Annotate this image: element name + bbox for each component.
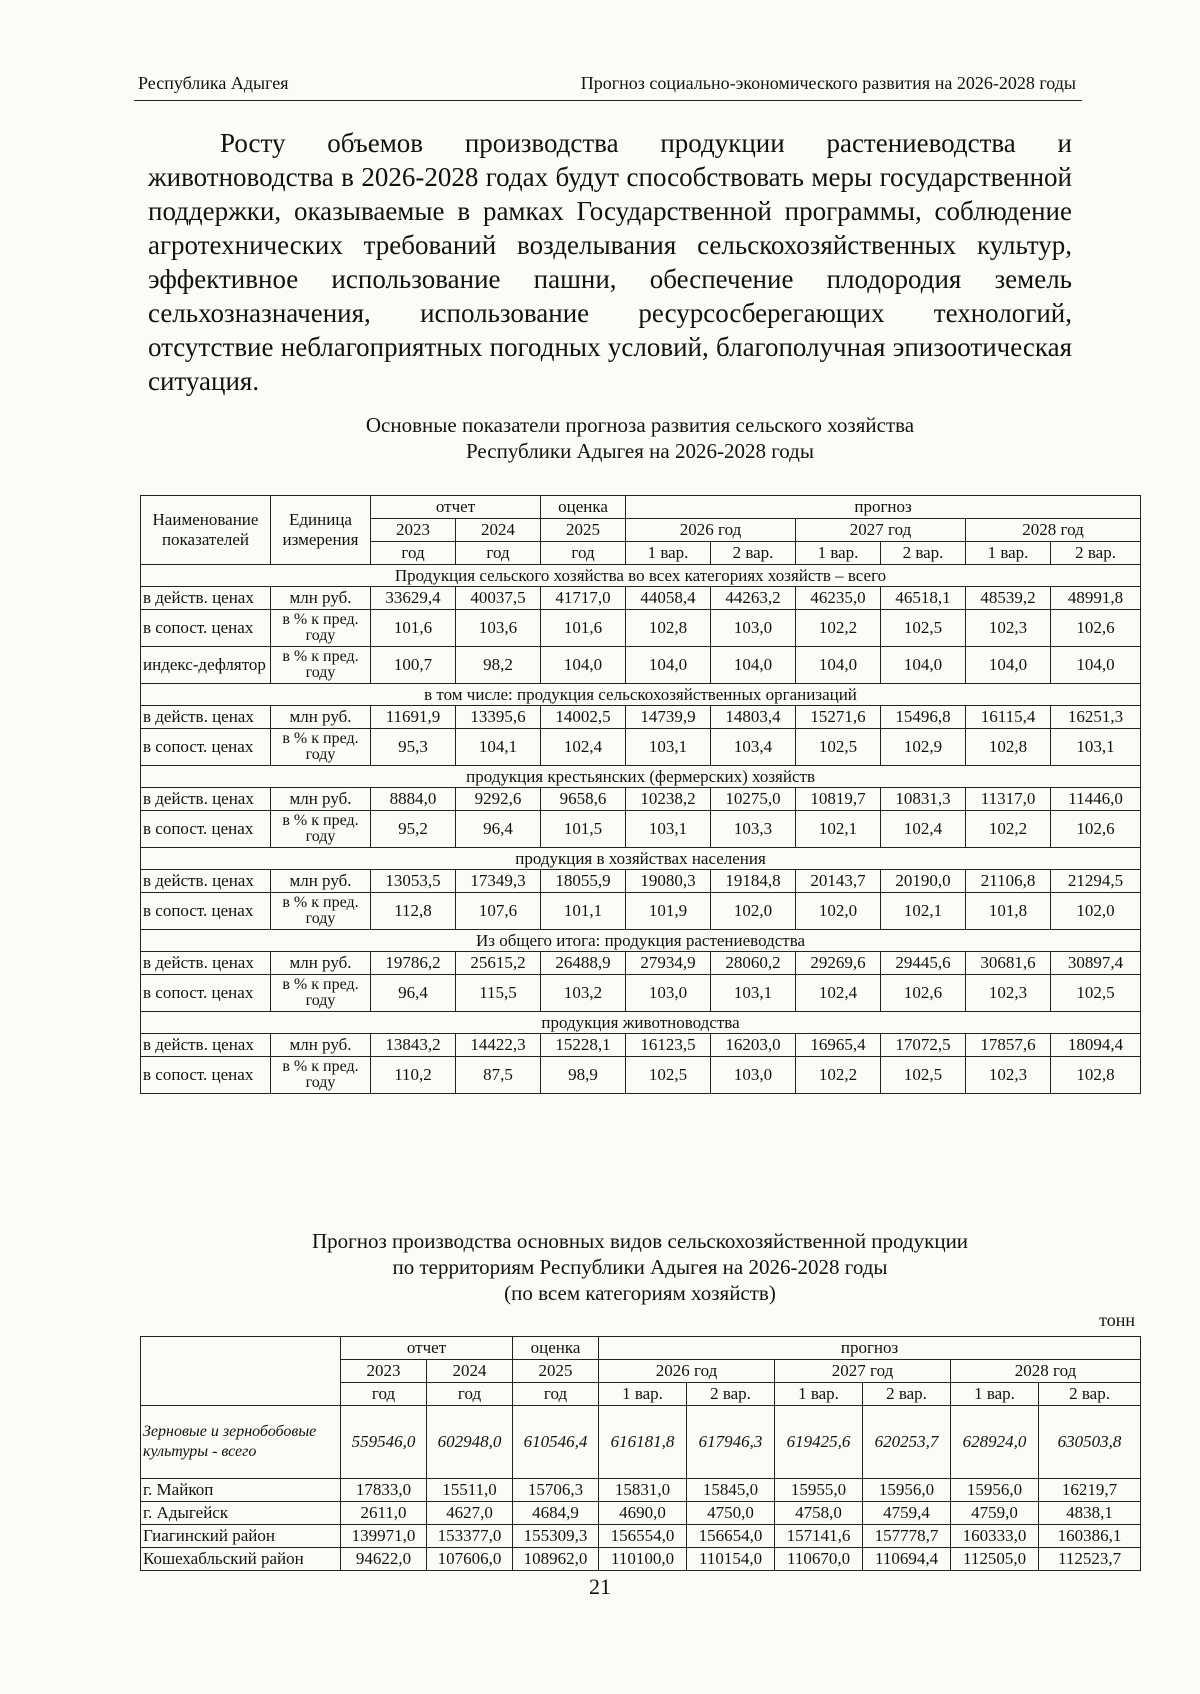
agriculture-indicators-table: [140, 495, 1141, 1094]
row-name: в действ. ценах: [141, 952, 271, 975]
col-head-name: Наименование показателей: [141, 496, 271, 565]
value-cell: 104,0: [626, 647, 711, 684]
value-cell: 16203,0: [711, 1034, 796, 1057]
table1-title-line1: Основные показатели прогноза развития сельского хозяйства: [365, 413, 915, 437]
value-cell: 630503,8: [1039, 1406, 1141, 1479]
row-unit: в % к пред. году: [271, 610, 371, 647]
col-head-god: год: [456, 542, 541, 565]
value-cell: 10238,2: [626, 788, 711, 811]
value-cell: 102,3: [966, 610, 1051, 647]
value-cell: 102,1: [796, 811, 881, 848]
value-cell: 100,7: [371, 647, 456, 684]
row-name: в действ. ценах: [141, 706, 271, 729]
table-row: [141, 893, 1141, 930]
col-head-var1: 1 вар.: [599, 1383, 687, 1406]
col-head-2028: 2028 год: [966, 519, 1141, 542]
section-title: продукция животноводства: [141, 1012, 1141, 1034]
col-head-var2: 2 вар.: [881, 542, 966, 565]
header-region: Республика Адыгея: [138, 73, 289, 93]
value-cell: 110100,0: [599, 1548, 687, 1571]
value-cell: 101,6: [371, 610, 456, 647]
value-cell: 102,3: [966, 1057, 1051, 1094]
col-head-2024: 2024: [427, 1360, 513, 1383]
col-head-2025: 2025: [513, 1360, 599, 1383]
value-cell: 107606,0: [427, 1548, 513, 1571]
value-cell: 18094,4: [1051, 1034, 1141, 1057]
value-cell: 96,4: [456, 811, 541, 848]
value-cell: 16251,3: [1051, 706, 1141, 729]
total-row: [141, 1406, 1141, 1479]
value-cell: 95,2: [371, 811, 456, 848]
value-cell: 160333,0: [951, 1525, 1039, 1548]
col-head-report: отчет: [341, 1337, 513, 1360]
value-cell: 4750,0: [687, 1502, 775, 1525]
value-cell: 616181,8: [599, 1406, 687, 1479]
value-cell: 102,5: [796, 729, 881, 766]
value-cell: 101,5: [541, 811, 626, 848]
value-cell: 14739,9: [626, 706, 711, 729]
row-unit: в % к пред. году: [271, 893, 371, 930]
value-cell: 102,0: [1051, 893, 1141, 930]
row-unit: млн руб.: [271, 952, 371, 975]
value-cell: 98,2: [456, 647, 541, 684]
value-cell: 48991,8: [1051, 587, 1141, 610]
value-cell: 10275,0: [711, 788, 796, 811]
row-name: в сопост. ценах: [141, 975, 271, 1012]
value-cell: 4684,9: [513, 1502, 599, 1525]
value-cell: 17349,3: [456, 870, 541, 893]
section-row: [141, 848, 1141, 870]
value-cell: 96,4: [371, 975, 456, 1012]
table-row: [141, 729, 1141, 766]
value-cell: 104,0: [966, 647, 1051, 684]
value-cell: 4759,4: [863, 1502, 951, 1525]
value-cell: 102,5: [1051, 975, 1141, 1012]
value-cell: 628924,0: [951, 1406, 1039, 1479]
value-cell: 102,8: [966, 729, 1051, 766]
value-cell: 44058,4: [626, 587, 711, 610]
table1-title-line2: Республики Адыгея на 2026-2028 годы: [466, 439, 814, 463]
section-title: Продукция сельского хозяйства во всех категориях хозяйств – всего: [141, 565, 1141, 587]
value-cell: 101,9: [626, 893, 711, 930]
section-title: продукция крестьянских (фермерских) хозяйств: [141, 766, 1141, 788]
value-cell: 559546,0: [341, 1406, 427, 1479]
value-cell: 29445,6: [881, 952, 966, 975]
value-cell: 4627,0: [427, 1502, 513, 1525]
value-cell: 102,5: [881, 610, 966, 647]
value-cell: 102,2: [966, 811, 1051, 848]
value-cell: 102,0: [711, 893, 796, 930]
value-cell: 16965,4: [796, 1034, 881, 1057]
page-number: 21: [589, 1574, 611, 1599]
value-cell: 30897,4: [1051, 952, 1141, 975]
value-cell: 10831,3: [881, 788, 966, 811]
value-cell: 15271,6: [796, 706, 881, 729]
col-head-god: год: [513, 1383, 599, 1406]
value-cell: 620253,7: [863, 1406, 951, 1479]
value-cell: 160386,1: [1039, 1525, 1141, 1548]
section-title: в том числе: продукция сельскохозяйственных организаций: [141, 684, 1141, 706]
header-report-title: Прогноз социально-экономического развития на 2026-2028 годы: [580, 73, 1076, 93]
table-row: [141, 610, 1141, 647]
row-unit: в % к пред. году: [271, 975, 371, 1012]
table2-title-line2: по территориям Республики Адыгея на 2026-2028 годы: [392, 1255, 888, 1279]
row-name: Гиагинский район: [141, 1525, 341, 1548]
value-cell: 48539,2: [966, 587, 1051, 610]
table-row: [141, 1479, 1141, 1502]
row-name: г. Майкоп: [141, 1479, 341, 1502]
value-cell: 14422,3: [456, 1034, 541, 1057]
value-cell: 107,6: [456, 893, 541, 930]
value-cell: 16219,7: [1039, 1479, 1141, 1502]
table2-title-line1: Прогноз производства основных видов сельскохозяйственной продукции: [311, 1229, 969, 1253]
value-cell: 11446,0: [1051, 788, 1141, 811]
section-title: продукция в хозяйствах населения: [141, 848, 1141, 870]
col-head-var1: 1 вар.: [626, 542, 711, 565]
value-cell: 102,6: [1051, 610, 1141, 647]
unit-note: тонн: [1099, 1310, 1135, 1330]
value-cell: 103,4: [711, 729, 796, 766]
col-head-2025: 2025: [541, 519, 626, 542]
value-cell: 14002,5: [541, 706, 626, 729]
value-cell: 110670,0: [775, 1548, 863, 1571]
value-cell: 102,5: [626, 1057, 711, 1094]
row-unit: в % к пред. году: [271, 811, 371, 848]
value-cell: 103,0: [626, 975, 711, 1012]
table-row: [141, 1034, 1141, 1057]
table2-title-line3: (по всем категориям хозяйств): [504, 1281, 776, 1305]
value-cell: 102,5: [881, 1057, 966, 1094]
value-cell: 20143,7: [796, 870, 881, 893]
running-header: [134, 70, 1082, 101]
col-head-var1: 1 вар.: [966, 542, 1051, 565]
col-head-var2: 2 вар.: [711, 542, 796, 565]
col-head-2023: 2023: [341, 1360, 427, 1383]
value-cell: 21294,5: [1051, 870, 1141, 893]
value-cell: 10819,7: [796, 788, 881, 811]
value-cell: 104,0: [881, 647, 966, 684]
value-cell: 11691,9: [371, 706, 456, 729]
row-name: в действ. ценах: [141, 587, 271, 610]
col-head-empty: [141, 1337, 341, 1406]
value-cell: 155309,3: [513, 1525, 599, 1548]
section-row: [141, 565, 1141, 587]
value-cell: 46518,1: [881, 587, 966, 610]
value-cell: 110,2: [371, 1057, 456, 1094]
value-cell: 15228,1: [541, 1034, 626, 1057]
value-cell: 14803,4: [711, 706, 796, 729]
value-cell: 18055,9: [541, 870, 626, 893]
col-head-2026: 2026 год: [626, 519, 796, 542]
intro-paragraph: [148, 126, 1072, 398]
value-cell: 103,1: [711, 975, 796, 1012]
value-cell: 87,5: [456, 1057, 541, 1094]
row-unit: млн руб.: [271, 788, 371, 811]
col-head-var1: 1 вар.: [796, 542, 881, 565]
value-cell: 110694,4: [863, 1548, 951, 1571]
value-cell: 19184,8: [711, 870, 796, 893]
value-cell: 13395,6: [456, 706, 541, 729]
value-cell: 15706,3: [513, 1479, 599, 1502]
col-head-2024: 2024: [456, 519, 541, 542]
table-row: [141, 1548, 1141, 1571]
row-name: Кошехабльский район: [141, 1548, 341, 1571]
value-cell: 102,4: [541, 729, 626, 766]
row-name: в сопост. ценах: [141, 729, 271, 766]
value-cell: 108962,0: [513, 1548, 599, 1571]
col-head-report: отчет: [371, 496, 541, 519]
value-cell: 13053,5: [371, 870, 456, 893]
value-cell: 102,1: [881, 893, 966, 930]
value-cell: 102,8: [626, 610, 711, 647]
table-row: [141, 811, 1141, 848]
value-cell: 9292,6: [456, 788, 541, 811]
table-row: [141, 975, 1141, 1012]
value-cell: 11317,0: [966, 788, 1051, 811]
value-cell: 115,5: [456, 975, 541, 1012]
row-name: в сопост. ценах: [141, 1057, 271, 1094]
value-cell: 112505,0: [951, 1548, 1039, 1571]
section-row: [141, 930, 1141, 952]
value-cell: 13843,2: [371, 1034, 456, 1057]
row-unit: млн руб.: [271, 1034, 371, 1057]
value-cell: 102,6: [1051, 811, 1141, 848]
value-cell: 15496,8: [881, 706, 966, 729]
row-unit: млн руб.: [271, 706, 371, 729]
value-cell: 103,3: [711, 811, 796, 848]
value-cell: 103,0: [711, 610, 796, 647]
value-cell: 17072,5: [881, 1034, 966, 1057]
territory-production-table: [140, 1336, 1141, 1571]
value-cell: 103,0: [711, 1057, 796, 1094]
col-head-god: год: [341, 1383, 427, 1406]
col-head-estimate: оценка: [541, 496, 626, 519]
table-row: [141, 706, 1141, 729]
value-cell: 9658,6: [541, 788, 626, 811]
row-name: Зерновые и зернобобовые культуры - всего: [141, 1406, 341, 1479]
value-cell: 112,8: [371, 893, 456, 930]
value-cell: 94622,0: [341, 1548, 427, 1571]
value-cell: 102,2: [796, 610, 881, 647]
value-cell: 101,8: [966, 893, 1051, 930]
value-cell: 102,4: [796, 975, 881, 1012]
value-cell: 15845,0: [687, 1479, 775, 1502]
value-cell: 104,0: [711, 647, 796, 684]
value-cell: 16123,5: [626, 1034, 711, 1057]
row-unit: в % к пред. году: [271, 729, 371, 766]
table1-title: [140, 412, 1140, 464]
row-unit: млн руб.: [271, 870, 371, 893]
value-cell: 4758,0: [775, 1502, 863, 1525]
value-cell: 104,0: [1051, 647, 1141, 684]
table-row: [141, 952, 1141, 975]
col-head-god: год: [541, 542, 626, 565]
value-cell: 8884,0: [371, 788, 456, 811]
section-row: [141, 684, 1141, 706]
value-cell: 46235,0: [796, 587, 881, 610]
col-head-var1: 1 вар.: [951, 1383, 1039, 1406]
table-row: [141, 788, 1141, 811]
value-cell: 17857,6: [966, 1034, 1051, 1057]
value-cell: 610546,4: [513, 1406, 599, 1479]
row-name: г. Адыгейск: [141, 1502, 341, 1525]
value-cell: 103,1: [626, 729, 711, 766]
value-cell: 33629,4: [371, 587, 456, 610]
value-cell: 102,2: [796, 1057, 881, 1094]
table-row: [141, 1502, 1141, 1525]
col-head-var1: 1 вар.: [775, 1383, 863, 1406]
col-head-god: год: [371, 542, 456, 565]
col-head-god: год: [427, 1383, 513, 1406]
value-cell: 41717,0: [541, 587, 626, 610]
value-cell: 103,6: [456, 610, 541, 647]
table2-title: [140, 1228, 1140, 1306]
value-cell: 103,1: [1051, 729, 1141, 766]
col-head-var2: 2 вар.: [687, 1383, 775, 1406]
value-cell: 156654,0: [687, 1525, 775, 1548]
value-cell: 157141,6: [775, 1525, 863, 1548]
value-cell: 617946,3: [687, 1406, 775, 1479]
value-cell: 28060,2: [711, 952, 796, 975]
table-row: [141, 587, 1141, 610]
col-head-var2: 2 вар.: [1039, 1383, 1141, 1406]
table-row: [141, 1057, 1141, 1094]
value-cell: 4690,0: [599, 1502, 687, 1525]
value-cell: 19080,3: [626, 870, 711, 893]
value-cell: 15955,0: [775, 1479, 863, 1502]
row-unit: в % к пред. году: [271, 647, 371, 684]
value-cell: 29269,6: [796, 952, 881, 975]
table-row: [141, 1525, 1141, 1548]
value-cell: 104,1: [456, 729, 541, 766]
value-cell: 103,1: [626, 811, 711, 848]
value-cell: 104,0: [541, 647, 626, 684]
value-cell: 21106,8: [966, 870, 1051, 893]
value-cell: 101,6: [541, 610, 626, 647]
row-name: в действ. ценах: [141, 788, 271, 811]
value-cell: 602948,0: [427, 1406, 513, 1479]
value-cell: 102,8: [1051, 1057, 1141, 1094]
table-row: [141, 870, 1141, 893]
value-cell: 156554,0: [599, 1525, 687, 1548]
value-cell: 16115,4: [966, 706, 1051, 729]
value-cell: 139971,0: [341, 1525, 427, 1548]
col-head-forecast: прогноз: [599, 1337, 1141, 1360]
row-name: в действ. ценах: [141, 1034, 271, 1057]
col-head-var2: 2 вар.: [1051, 542, 1141, 565]
value-cell: 15511,0: [427, 1479, 513, 1502]
row-unit: млн руб.: [271, 587, 371, 610]
value-cell: 157778,7: [863, 1525, 951, 1548]
col-head-2028: 2028 год: [951, 1360, 1141, 1383]
section-title: Из общего итога: продукция растениеводства: [141, 930, 1141, 952]
value-cell: 98,9: [541, 1057, 626, 1094]
row-name: в действ. ценах: [141, 870, 271, 893]
value-cell: 619425,6: [775, 1406, 863, 1479]
value-cell: 102,9: [881, 729, 966, 766]
value-cell: 15956,0: [951, 1479, 1039, 1502]
value-cell: 44263,2: [711, 587, 796, 610]
value-cell: 153377,0: [427, 1525, 513, 1548]
row-unit: в % к пред. году: [271, 1057, 371, 1094]
col-head-var2: 2 вар.: [863, 1383, 951, 1406]
section-row: [141, 766, 1141, 788]
value-cell: 15831,0: [599, 1479, 687, 1502]
value-cell: 104,0: [796, 647, 881, 684]
row-name: в сопост. ценах: [141, 811, 271, 848]
col-head-forecast: прогноз: [626, 496, 1141, 519]
value-cell: 20190,0: [881, 870, 966, 893]
value-cell: 110154,0: [687, 1548, 775, 1571]
col-head-2027: 2027 год: [775, 1360, 951, 1383]
table-row: [141, 647, 1141, 684]
value-cell: 102,0: [796, 893, 881, 930]
value-cell: 4838,1: [1039, 1502, 1141, 1525]
value-cell: 102,3: [966, 975, 1051, 1012]
col-head-2026: 2026 год: [599, 1360, 775, 1383]
value-cell: 102,6: [881, 975, 966, 1012]
value-cell: 15956,0: [863, 1479, 951, 1502]
value-cell: 19786,2: [371, 952, 456, 975]
value-cell: 40037,5: [456, 587, 541, 610]
value-cell: 112523,7: [1039, 1548, 1141, 1571]
value-cell: 103,2: [541, 975, 626, 1012]
col-head-2027: 2027 год: [796, 519, 966, 542]
section-row: [141, 1012, 1141, 1034]
intro-paragraph-text: Росту объемов производства продукции растениеводства и животноводства в 2026-2028 годах будут способствовать меры государственной поддержки, оказываемые в рамках Государственной программы, соблюдение агротехнических требований возделывания сельскохозяйственных культур, эффективное использование пашни, обеспечение плодородия земель сельхозназначения, использование ресурсосберегающих технологий, отсутствие неблагоприятных погодных условий, благополучная эпизоотическая ситуация.: [148, 128, 1072, 396]
value-cell: 2611,0: [341, 1502, 427, 1525]
col-head-unit: Единица измерения: [271, 496, 371, 565]
value-cell: 95,3: [371, 729, 456, 766]
value-cell: 17833,0: [341, 1479, 427, 1502]
value-cell: 4759,0: [951, 1502, 1039, 1525]
row-name: индекс-дефлятор: [141, 647, 271, 684]
value-cell: 26488,9: [541, 952, 626, 975]
row-name: в сопост. ценах: [141, 610, 271, 647]
value-cell: 30681,6: [966, 952, 1051, 975]
value-cell: 102,4: [881, 811, 966, 848]
value-cell: 27934,9: [626, 952, 711, 975]
value-cell: 101,1: [541, 893, 626, 930]
col-head-estimate: оценка: [513, 1337, 599, 1360]
value-cell: 25615,2: [456, 952, 541, 975]
row-name: в сопост. ценах: [141, 893, 271, 930]
col-head-2023: 2023: [371, 519, 456, 542]
